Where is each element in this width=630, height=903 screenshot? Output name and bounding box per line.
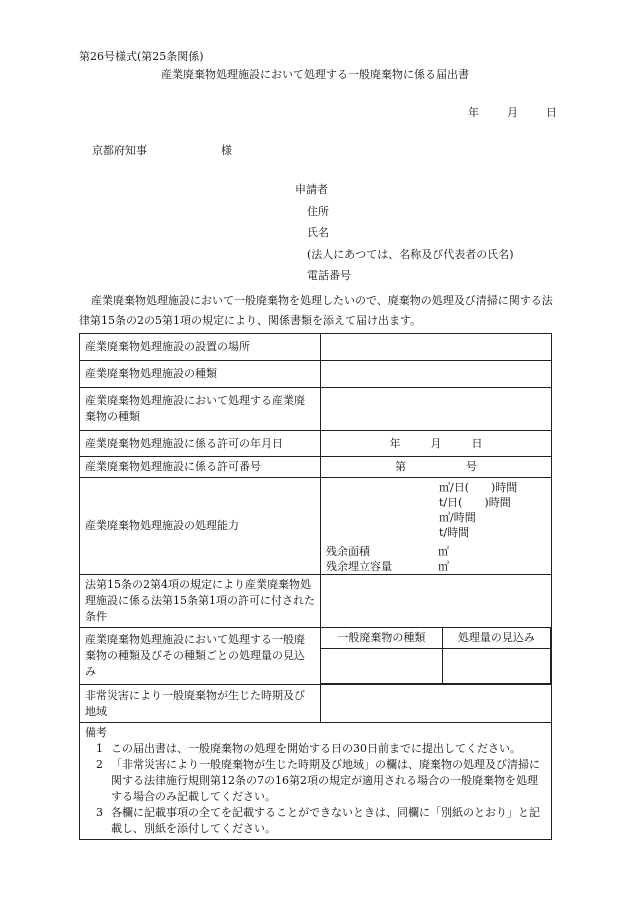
row-location — [80, 334, 552, 361]
note-item — [85, 805, 546, 837]
permit-number-gou: 号 — [466, 460, 477, 473]
form-table — [79, 333, 552, 840]
applicant-name-label: 氏名 — [307, 226, 329, 240]
row-facility-type — [80, 361, 552, 388]
capacity-label: 産業廃棄物処理施設の処理能力 — [80, 478, 321, 575]
note-number: 2 — [96, 758, 103, 771]
waste-type-field[interactable] — [321, 388, 552, 431]
row-permit-number — [80, 457, 552, 478]
permit-date-year: 年 — [389, 436, 401, 450]
waste-processing-label: 産業廃棄物処理施設において処理する一般廃棄物の種類及びその種類ごとの処理量の見込み — [80, 628, 321, 685]
facility-type-label: 産業廃棄物処理施設の種類 — [80, 361, 321, 388]
conditions-label: 法第15条の2第4項の規定により産業廃棄物処理施設に係る法第15条第1項の許可に付された条件 — [80, 575, 321, 628]
date-month: 月 — [507, 106, 518, 119]
applicant-phone-label: 電話番号 — [307, 269, 351, 283]
note-number: 1 — [96, 742, 103, 755]
remaining-area-label: 残余面積 — [326, 545, 370, 558]
remaining-area-unit: ㎡ — [438, 545, 449, 558]
row-capacity — [80, 478, 552, 575]
note-text: この届出書は、一般廃棄物の処理を開始する日の30日前までに提出してください。 — [111, 742, 521, 755]
capacity-line-3: ㎥/時間 — [439, 511, 476, 524]
note-item — [85, 757, 546, 805]
waste-processing-subtable — [321, 628, 551, 684]
conditions-field[interactable] — [321, 575, 552, 628]
addressee — [92, 144, 232, 158]
body-paragraph: 産業廃棄物処理施設において一般廃棄物を処理したいので、廃棄物の処理及び清掃に関する法律第15条の2の5第1項の規定により、関係書類を添えて届け出ます。 — [79, 294, 553, 327]
processing-estimate-cell[interactable] — [442, 649, 550, 684]
waste-processing-field — [321, 628, 552, 685]
permit-date-label: 産業廃棄物処理施設に係る許可の年月日 — [80, 431, 321, 457]
location-field[interactable] — [321, 334, 552, 361]
capacity-field[interactable] — [321, 478, 552, 575]
row-disaster — [80, 685, 552, 723]
remaining-volume-label: 残余埋立容量 — [326, 560, 392, 573]
processing-estimate-header: 処理量の見込み — [442, 628, 550, 649]
capacity-line-2: t/日( )時間 — [439, 496, 511, 509]
permit-number-field[interactable] — [321, 457, 552, 478]
date-day: 日 — [546, 106, 557, 119]
notes-heading: 備考 — [85, 726, 107, 739]
date-line — [468, 106, 557, 120]
waste-type-label: 産業廃棄物処理施設において処理する産業廃棄物の種類 — [80, 388, 321, 431]
applicant-label: 申請者 — [295, 183, 328, 196]
capacity-line-1: ㎥/日( )時間 — [439, 481, 518, 494]
permit-date-month: 月 — [430, 436, 442, 450]
capacity-remaining — [326, 544, 449, 574]
note-item — [85, 741, 546, 757]
row-waste-processing — [80, 628, 552, 685]
location-label: 産業廃棄物処理施設の設置の場所 — [80, 334, 321, 361]
remaining-volume-unit: ㎥ — [438, 560, 449, 573]
facility-type-field[interactable] — [321, 361, 552, 388]
row-conditions — [80, 575, 552, 628]
addressee-name: 京都府知事 — [92, 144, 147, 157]
addressee-honorific: 様 — [221, 144, 232, 157]
capacity-line-4: t/時間 — [439, 526, 470, 539]
capacity-units — [439, 480, 517, 540]
note-text: 各欄に記載事項の全てを記載することができないときは、同欄に「別紙のとおり」と記載し、別紙を添付してください。 — [111, 806, 540, 835]
waste-kind-cell[interactable] — [321, 649, 442, 684]
applicant-corp-note: (法人にあつては、名称及び代表者の氏名) — [307, 247, 514, 261]
date-year: 年 — [468, 106, 479, 119]
note-text: 「非常災害により一般廃棄物が生じた時期及び地域」の欄は、廃棄物の処理及び清掃に関する法律施行規則第12条の7の16第2項の規定が適用される場合の一般廃棄物を処理する場合のみ記載してください。 — [111, 758, 540, 803]
permit-date-field[interactable] — [321, 431, 552, 457]
permit-number-label: 産業廃棄物処理施設に係る許可番号 — [80, 457, 321, 478]
row-permit-date — [80, 431, 552, 457]
disaster-label: 非常災害により一般廃棄物が生じた時期及び地域 — [80, 685, 321, 723]
body-text — [79, 291, 554, 331]
permit-number-dai: 第 — [395, 460, 406, 473]
note-number: 3 — [96, 806, 103, 819]
form-number: 第26号様式(第25条関係) — [79, 50, 204, 63]
waste-kind-header: 一般廃棄物の種類 — [321, 628, 442, 649]
row-waste-type — [80, 388, 552, 431]
document-title: 産業廃棄物処理施設において処理する一般廃棄物に係る届出書 — [161, 68, 469, 81]
disaster-field[interactable] — [321, 685, 552, 723]
row-notes — [80, 723, 552, 840]
permit-date-day: 日 — [471, 436, 483, 450]
applicant-address-label: 住所 — [307, 204, 329, 218]
applicant-block — [295, 179, 514, 287]
notes-cell — [80, 723, 552, 840]
